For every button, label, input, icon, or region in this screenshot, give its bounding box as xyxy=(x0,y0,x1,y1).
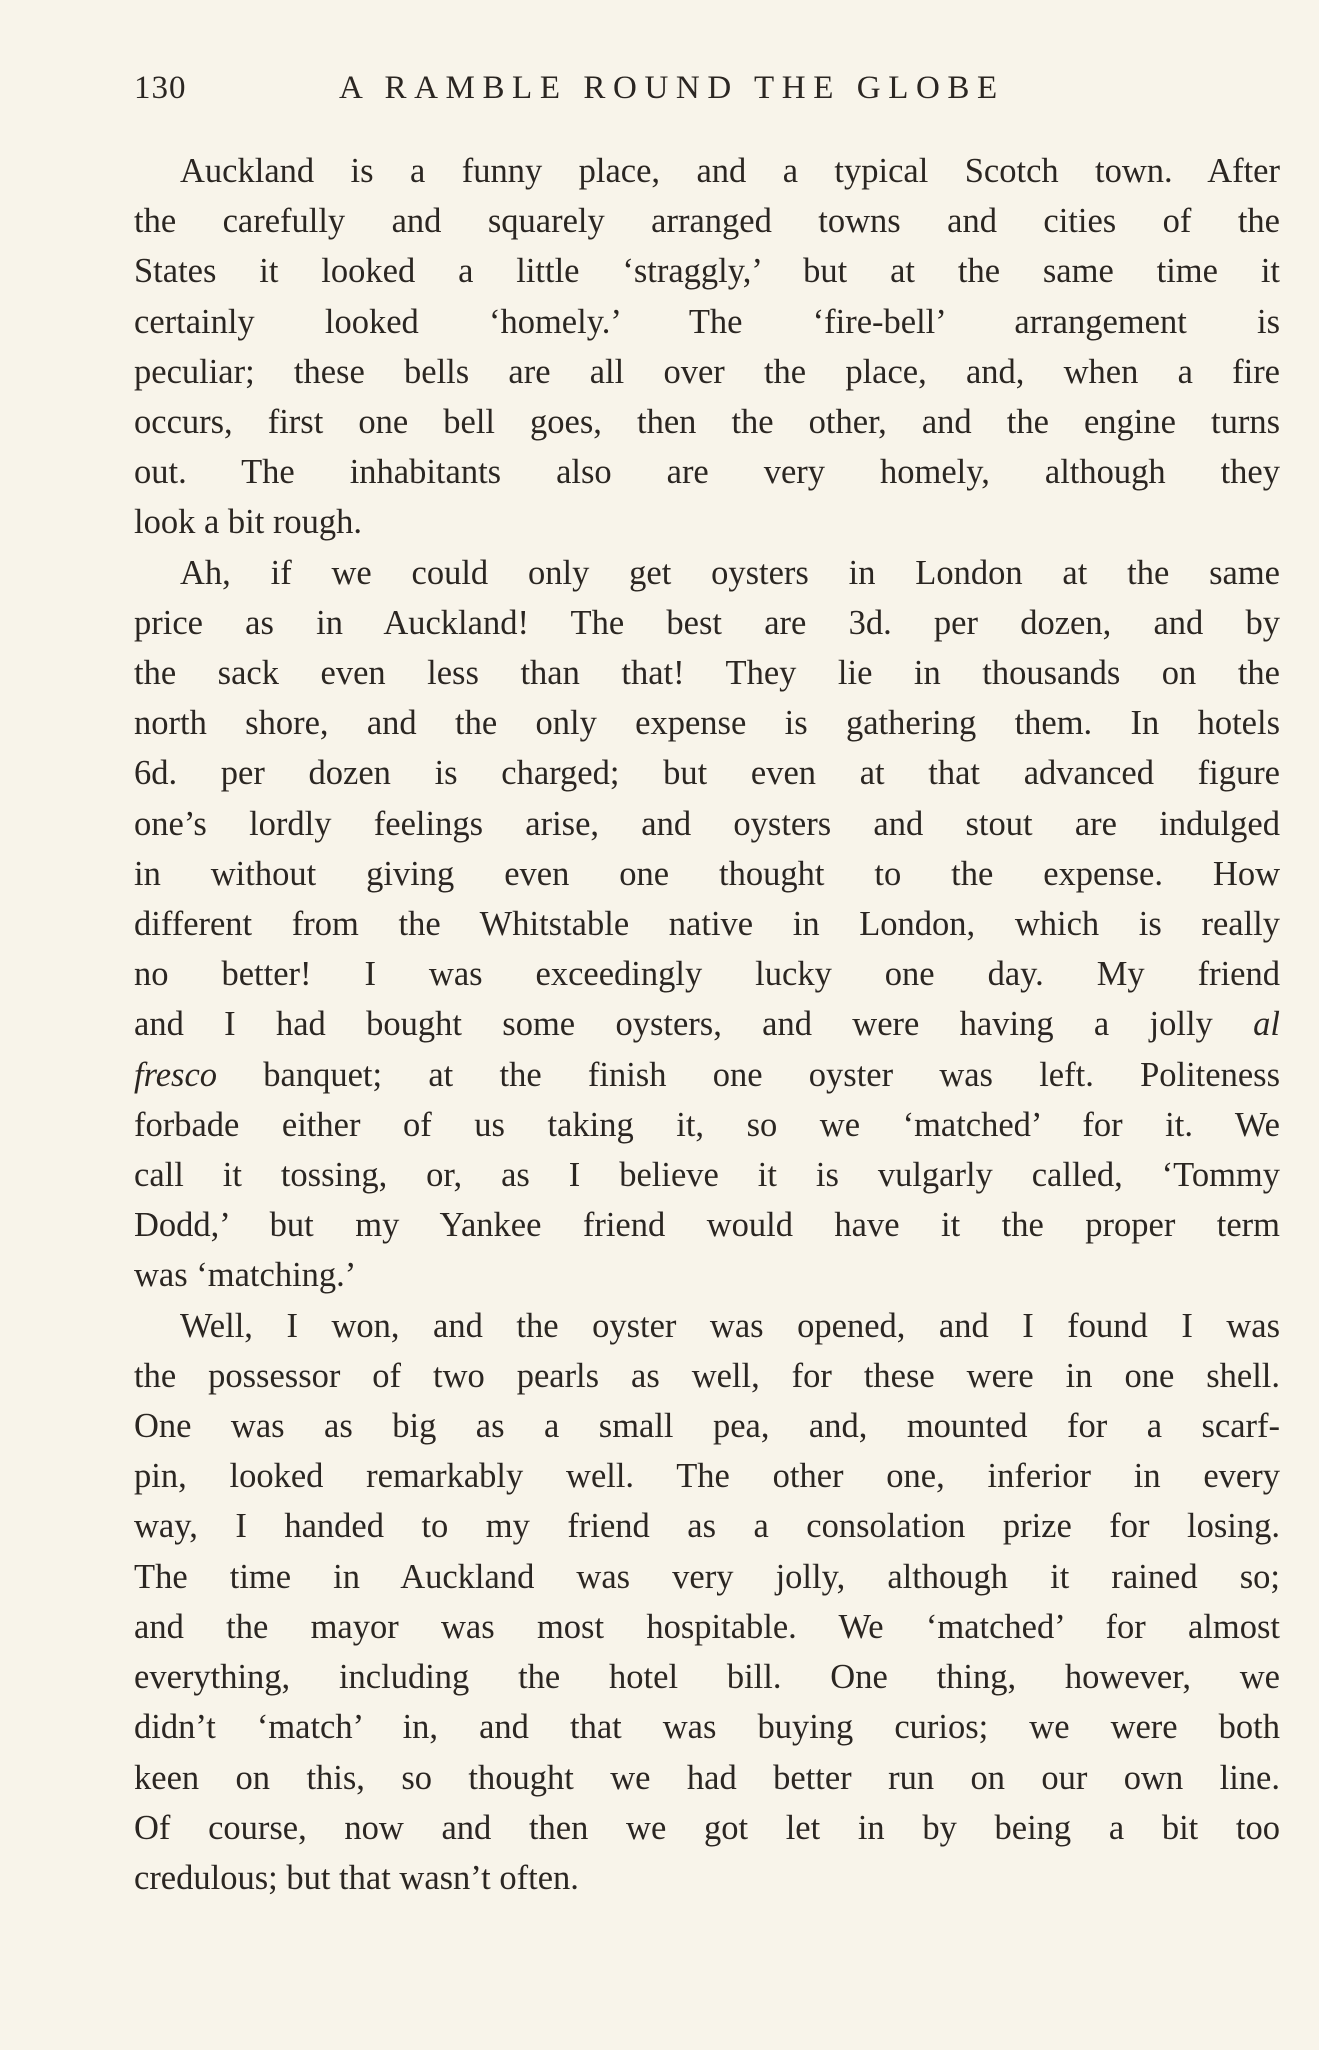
text-line: call it tossing, or, as I believe it is vulgarly called, ‘Tommy xyxy=(134,1156,1280,1195)
text-line: the sack even less than that! They lie in thousands on the xyxy=(134,654,1280,693)
text-line: Auckland is a funny place, and a typical Scotch town. After xyxy=(180,152,1280,190)
body-text xyxy=(134,146,1280,1903)
running-head xyxy=(134,70,1280,120)
text-line: in without giving even one thought to the expense. How xyxy=(134,854,1280,893)
text-line: One was as big as a small pea, and, mounted for a scarf- xyxy=(134,1407,1280,1446)
text-line xyxy=(134,1050,1280,1100)
text-line: Ah, if we could only get oysters in London at the same xyxy=(180,553,1280,592)
text-line: north shore, and the only expense is gathering them. In hotels xyxy=(134,704,1280,743)
text-line: look a bit rough. xyxy=(134,503,363,542)
text-line: Dodd,’ but my Yankee friend would have it the proper term xyxy=(134,1206,1280,1245)
text-line: forbade either of us taking it, so we ‘matched’ for it. We xyxy=(134,1105,1280,1144)
text-line xyxy=(134,999,1280,1049)
text-segment: banquet; at the finish one oyster was left. Politeness xyxy=(217,1055,1280,1094)
text-line: keen on this, so thought we had better run on our own line. xyxy=(134,1758,1280,1797)
running-title: A RAMBLE ROUND THE GLOBE xyxy=(339,70,1005,106)
text-line: peculiar; these bells are all over the place, and, when a fire xyxy=(134,352,1280,391)
text-line: didn’t ‘match’ in, and that was buying curios; we were both xyxy=(134,1708,1280,1747)
text-segment: and I had bought some oysters, and were having a jolly xyxy=(134,1005,1213,1044)
text-line: pin, looked remarkably well. The other one, inferior in every xyxy=(134,1457,1280,1496)
text-line: no better! I was exceedingly lucky one day. My friend xyxy=(134,955,1280,994)
italic-phrase: fresco xyxy=(134,1055,218,1094)
text-line: occurs, first one bell goes, then the other, and the engine turns xyxy=(134,403,1280,442)
text-line: certainly looked ‘homely.’ The ‘fire-bell’ arrangement is xyxy=(134,302,1280,341)
paragraph-1 xyxy=(134,146,1280,548)
text-line: price as in Auckland! The best are 3d. per dozen, and by xyxy=(134,603,1280,642)
text-line: Well, I won, and the oyster was opened, and I found I was xyxy=(180,1306,1280,1345)
text-line: different from the Whitstable native in London, which is really xyxy=(134,905,1280,944)
text-line: 6d. per dozen is charged; but even at that advanced figure xyxy=(134,754,1280,793)
text-line: and the mayor was most hospitable. We ‘matched’ for almost xyxy=(134,1607,1280,1646)
paragraph-2 xyxy=(134,548,1280,1301)
text-line: was ‘matching.’ xyxy=(134,1256,357,1295)
text-line: way, I handed to my friend as a consolation prize for losing. xyxy=(134,1507,1280,1546)
text-line: The time in Auckland was very jolly, although it rained so; xyxy=(134,1557,1280,1596)
text-line: the possessor of two pearls as well, for these were in one shell. xyxy=(134,1356,1280,1395)
text-line: credulous; but that wasn’t often. xyxy=(134,1858,579,1897)
text-line: one’s lordly feelings arise, and oysters and stout are indulged xyxy=(134,804,1280,843)
text-line: out. The inhabitants also are very homely, although they xyxy=(134,453,1280,492)
text-line: everything, including the hotel bill. One thing, however, we xyxy=(134,1658,1280,1697)
text-line: the carefully and squarely arranged towns and cities of the xyxy=(134,202,1280,241)
text-line: Of course, now and then we got let in by being a bit too xyxy=(134,1808,1280,1847)
italic-phrase: al xyxy=(1253,1005,1280,1044)
page-number: 130 xyxy=(134,70,187,106)
text-line: States it looked a little ‘straggly,’ but at the same time it xyxy=(134,252,1280,291)
paragraph-3 xyxy=(134,1301,1280,1903)
